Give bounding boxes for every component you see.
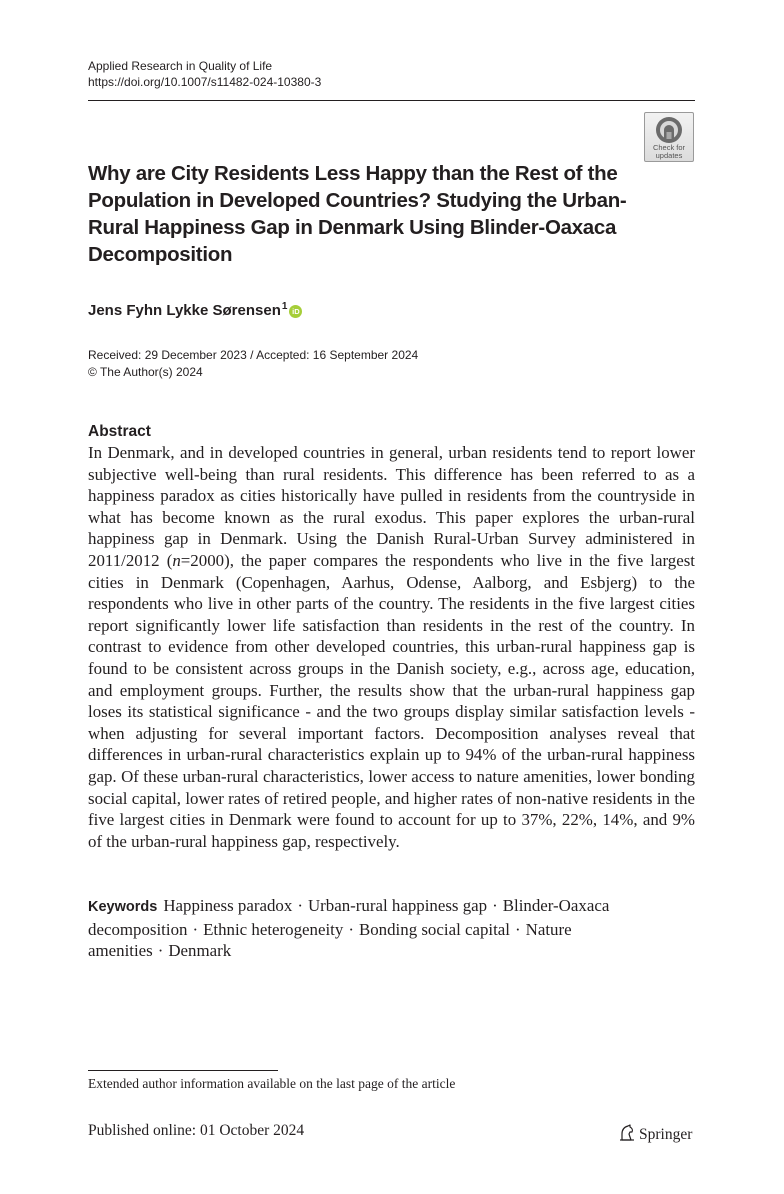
- check-for-updates-badge[interactable]: [644, 112, 694, 162]
- keyword-item: Nature amenities: [88, 919, 572, 961]
- keyword-separator: ·: [348, 919, 354, 939]
- abstract-text-part2: =2000), the paper compares the respondents who live in the five largest cities in Denmark (Copenhagen, Aarhus, Odense, Aalborg, and Esbjerg) to the respondents who live in other parts of the country. The residents in the five largest cities report significantly lower life satisfaction than residents in the rest of the country. In contrast to evidence from other developed countries, this urban-rural happiness gap is found to be consistent across groups in the Danish society, e.g., across age, education, and employment groups. Further, the results show that the urban-rural happiness gap loses its statistical significance - and the two groups display similar satisfaction levels - when adjusting for several important factors. Decomposition analyses reveal that differences in urban-rural characteristics explain up to 94% of the urban-rural happiness gap. Of these urban-rural characteristics, lower access to nature amenities, lower bonding social capital, lower rates of retired people, and higher rates of non-native residents in the five largest cities in Denmark were found to account for up to 37%, 22%, 14%, and 9% of the urban-rural happiness gap, respectively.: [88, 550, 695, 851]
- keyword-item: Denmark: [168, 941, 232, 961]
- article-dates: [88, 347, 418, 381]
- keyword-item: Blinder-Oaxaca decomposition: [88, 896, 610, 939]
- received-accepted-dates: Received: 29 December 2023 / Accepted: 16 September 2024: [88, 348, 419, 362]
- publisher-name: Springer: [639, 1126, 693, 1143]
- crossmark-label-line2: updates: [655, 151, 683, 160]
- keyword-item: Urban-rural happiness gap: [307, 896, 488, 915]
- sample-size-symbol: n: [172, 550, 181, 570]
- abstract-heading: Abstract: [88, 423, 151, 440]
- orcid-icon[interactable]: iD: [289, 305, 302, 318]
- author-info-footnote: Extended author information available on the last page of the article: [88, 1076, 456, 1091]
- copyright-notice: © The Author(s) 2024: [88, 365, 203, 379]
- keywords-section: [88, 895, 695, 962]
- doi-link[interactable]: https://doi.org/10.1007/s11482-024-10380-3: [88, 75, 322, 89]
- keyword-separator: ·: [192, 919, 199, 939]
- author-line: [88, 297, 302, 321]
- keyword-item: Ethnic heterogeneity: [203, 919, 344, 939]
- author-name[interactable]: Jens Fyhn Lykke Sørensen: [88, 302, 281, 319]
- journal-header: [88, 58, 321, 90]
- article-title: Why are City Residents Less Happy than the Rest of the Population in Developed Countries? Studying the Urban-Rural Happiness Gap in Denmark Using Blinder-Oaxaca Decomposition: [88, 162, 627, 266]
- keyword-separator: ·: [492, 896, 498, 915]
- published-online-date: Published online: 01 October 2024: [88, 1122, 305, 1139]
- affiliation-mark[interactable]: 1: [281, 301, 288, 312]
- keyword-separator: ·: [515, 919, 521, 939]
- crossmark-icon: [655, 116, 683, 144]
- footnote-rule: [88, 1070, 278, 1071]
- abstract-text: [88, 442, 695, 852]
- keyword-item: Bonding social capital: [358, 919, 510, 939]
- keyword-separator: ·: [297, 896, 303, 915]
- header-rule: [88, 100, 695, 101]
- springer-horse-icon: [618, 1124, 636, 1142]
- crossmark-label-line1: Check for: [652, 143, 686, 152]
- publisher-logo: [618, 1124, 692, 1145]
- journal-name: Applied Research in Quality of Life: [88, 59, 273, 73]
- keywords-label: Keywords: [88, 899, 158, 915]
- keyword-separator: ·: [157, 941, 164, 961]
- keyword-item: Happiness paradox: [163, 896, 293, 915]
- abstract-text-part1: In Denmark, and in developed countries in general, urban residents tend to report lower subjective well-being than rural residents. This difference has been referred to as a happiness paradox as cities historically have pulled in residents from the countryside in what has become known as the rural exodus. This paper explores the urban-rural happiness gap in Denmark. Using the Danish Rural-Urban Survey administered in 2011/2012 (: [88, 443, 695, 570]
